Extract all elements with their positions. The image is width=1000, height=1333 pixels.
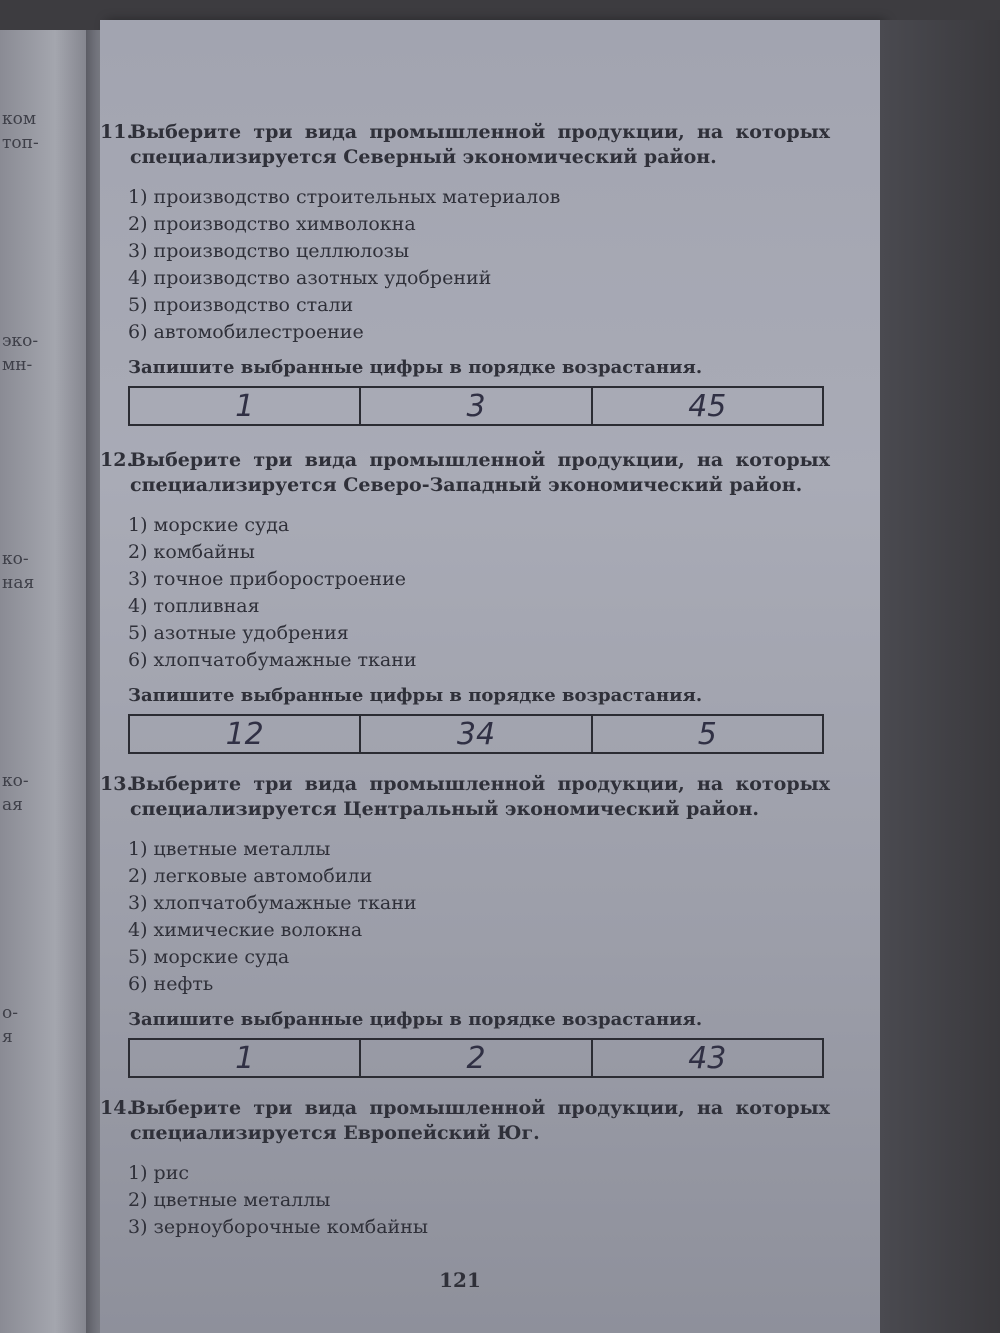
task-number: 11. — [100, 121, 134, 143]
option-item: 4) производство азотных удобрений — [128, 267, 492, 289]
left-page — [0, 30, 92, 1333]
left-page-fragment: мн- — [2, 355, 33, 375]
answer-table — [128, 714, 824, 754]
answer-cell[interactable]: 45 — [688, 388, 727, 424]
option-item: 6) хлопчатобумажные ткани — [128, 649, 417, 671]
option-item: 1) морские суда — [128, 514, 290, 536]
option-item: 3) точное приборостроение — [128, 568, 406, 590]
table-surface — [880, 20, 1000, 1333]
task-question-text: Выберите три вида промышленной продукции, на которых специализируется Северный экономический район. — [130, 121, 830, 168]
answer-cell[interactable]: 34 — [361, 716, 592, 752]
task-11 — [100, 120, 880, 426]
option-item: 2) легковые автомобили — [128, 865, 373, 887]
answer-table — [128, 386, 824, 426]
options-list — [128, 184, 880, 346]
left-page-fragment: ком — [2, 109, 37, 129]
answer-cell[interactable]: 1 — [130, 388, 361, 424]
task-question-text: Выберите три вида промышленной продукции, на которых специализируется Центральный экономический район. — [130, 773, 830, 820]
answer-instruction: Запишите выбранные цифры в порядке возрастания. — [128, 357, 703, 378]
task-question-text: Выберите три вида промышленной продукции, на которых специализируется Европейский Юг. — [130, 1097, 830, 1144]
task-question — [100, 1096, 830, 1146]
answer-table — [128, 1038, 824, 1078]
page-number: 121 — [439, 1268, 481, 1292]
task-12 — [100, 448, 880, 754]
options-list — [128, 512, 880, 674]
option-item: 2) производство химволокна — [128, 213, 416, 235]
left-page-fragment: я — [2, 1027, 13, 1047]
answer-cell[interactable]: 5 — [697, 716, 717, 752]
task-question-text: Выберите три вида промышленной продукции, на которых специализируется Северо-Западный экономический район. — [130, 449, 830, 496]
task-question — [100, 120, 830, 170]
answer-cell[interactable]: 2 — [361, 1040, 592, 1076]
task-number: 14. — [100, 1097, 134, 1119]
options-list — [128, 836, 880, 998]
option-item: 4) химические волокна — [128, 919, 363, 941]
option-item: 6) автомобилестроение — [128, 321, 364, 343]
option-item: 3) производство целлюлозы — [128, 240, 410, 262]
workbook-page — [100, 20, 880, 1333]
option-item: 6) нефть — [128, 973, 214, 995]
task-14 — [100, 1096, 880, 1241]
option-item: 5) азотные удобрения — [128, 622, 349, 644]
option-item: 1) рис — [128, 1162, 190, 1184]
task-question — [100, 448, 830, 498]
option-item: 3) зерноуборочные комбайны — [128, 1216, 429, 1238]
option-item: 1) производство строительных материалов — [128, 186, 561, 208]
answer-cell[interactable]: 1 — [130, 1040, 361, 1076]
task-number: 12. — [100, 449, 134, 471]
option-item: 4) топливная — [128, 595, 260, 617]
answer-cell[interactable]: 3 — [361, 388, 592, 424]
answer-cell[interactable]: 12 — [130, 716, 361, 752]
option-item: 5) морские суда — [128, 946, 290, 968]
option-item: 5) производство стали — [128, 294, 354, 316]
answer-instruction: Запишите выбранные цифры в порядке возрастания. — [128, 685, 703, 706]
left-page-fragment: ко- — [2, 549, 29, 569]
answer-cell[interactable]: 43 — [688, 1040, 727, 1076]
option-item: 2) комбайны — [128, 541, 255, 563]
options-list — [128, 1160, 880, 1241]
option-item: 1) цветные металлы — [128, 838, 331, 860]
left-page-fragment: ко- — [2, 771, 29, 791]
left-page-fragment: ная — [2, 573, 35, 593]
left-page-fragment: эко- — [2, 331, 39, 351]
task-number: 13. — [100, 773, 134, 795]
option-item: 2) цветные металлы — [128, 1189, 331, 1211]
answer-instruction: Запишите выбранные цифры в порядке возрастания. — [128, 1009, 703, 1030]
left-page-fragment: ая — [2, 795, 23, 815]
task-question — [100, 772, 830, 822]
left-page-fragment: топ- — [2, 133, 39, 153]
left-page-fragment: о- — [2, 1003, 18, 1023]
task-13 — [100, 772, 880, 1078]
option-item: 3) хлопчатобумажные ткани — [128, 892, 417, 914]
